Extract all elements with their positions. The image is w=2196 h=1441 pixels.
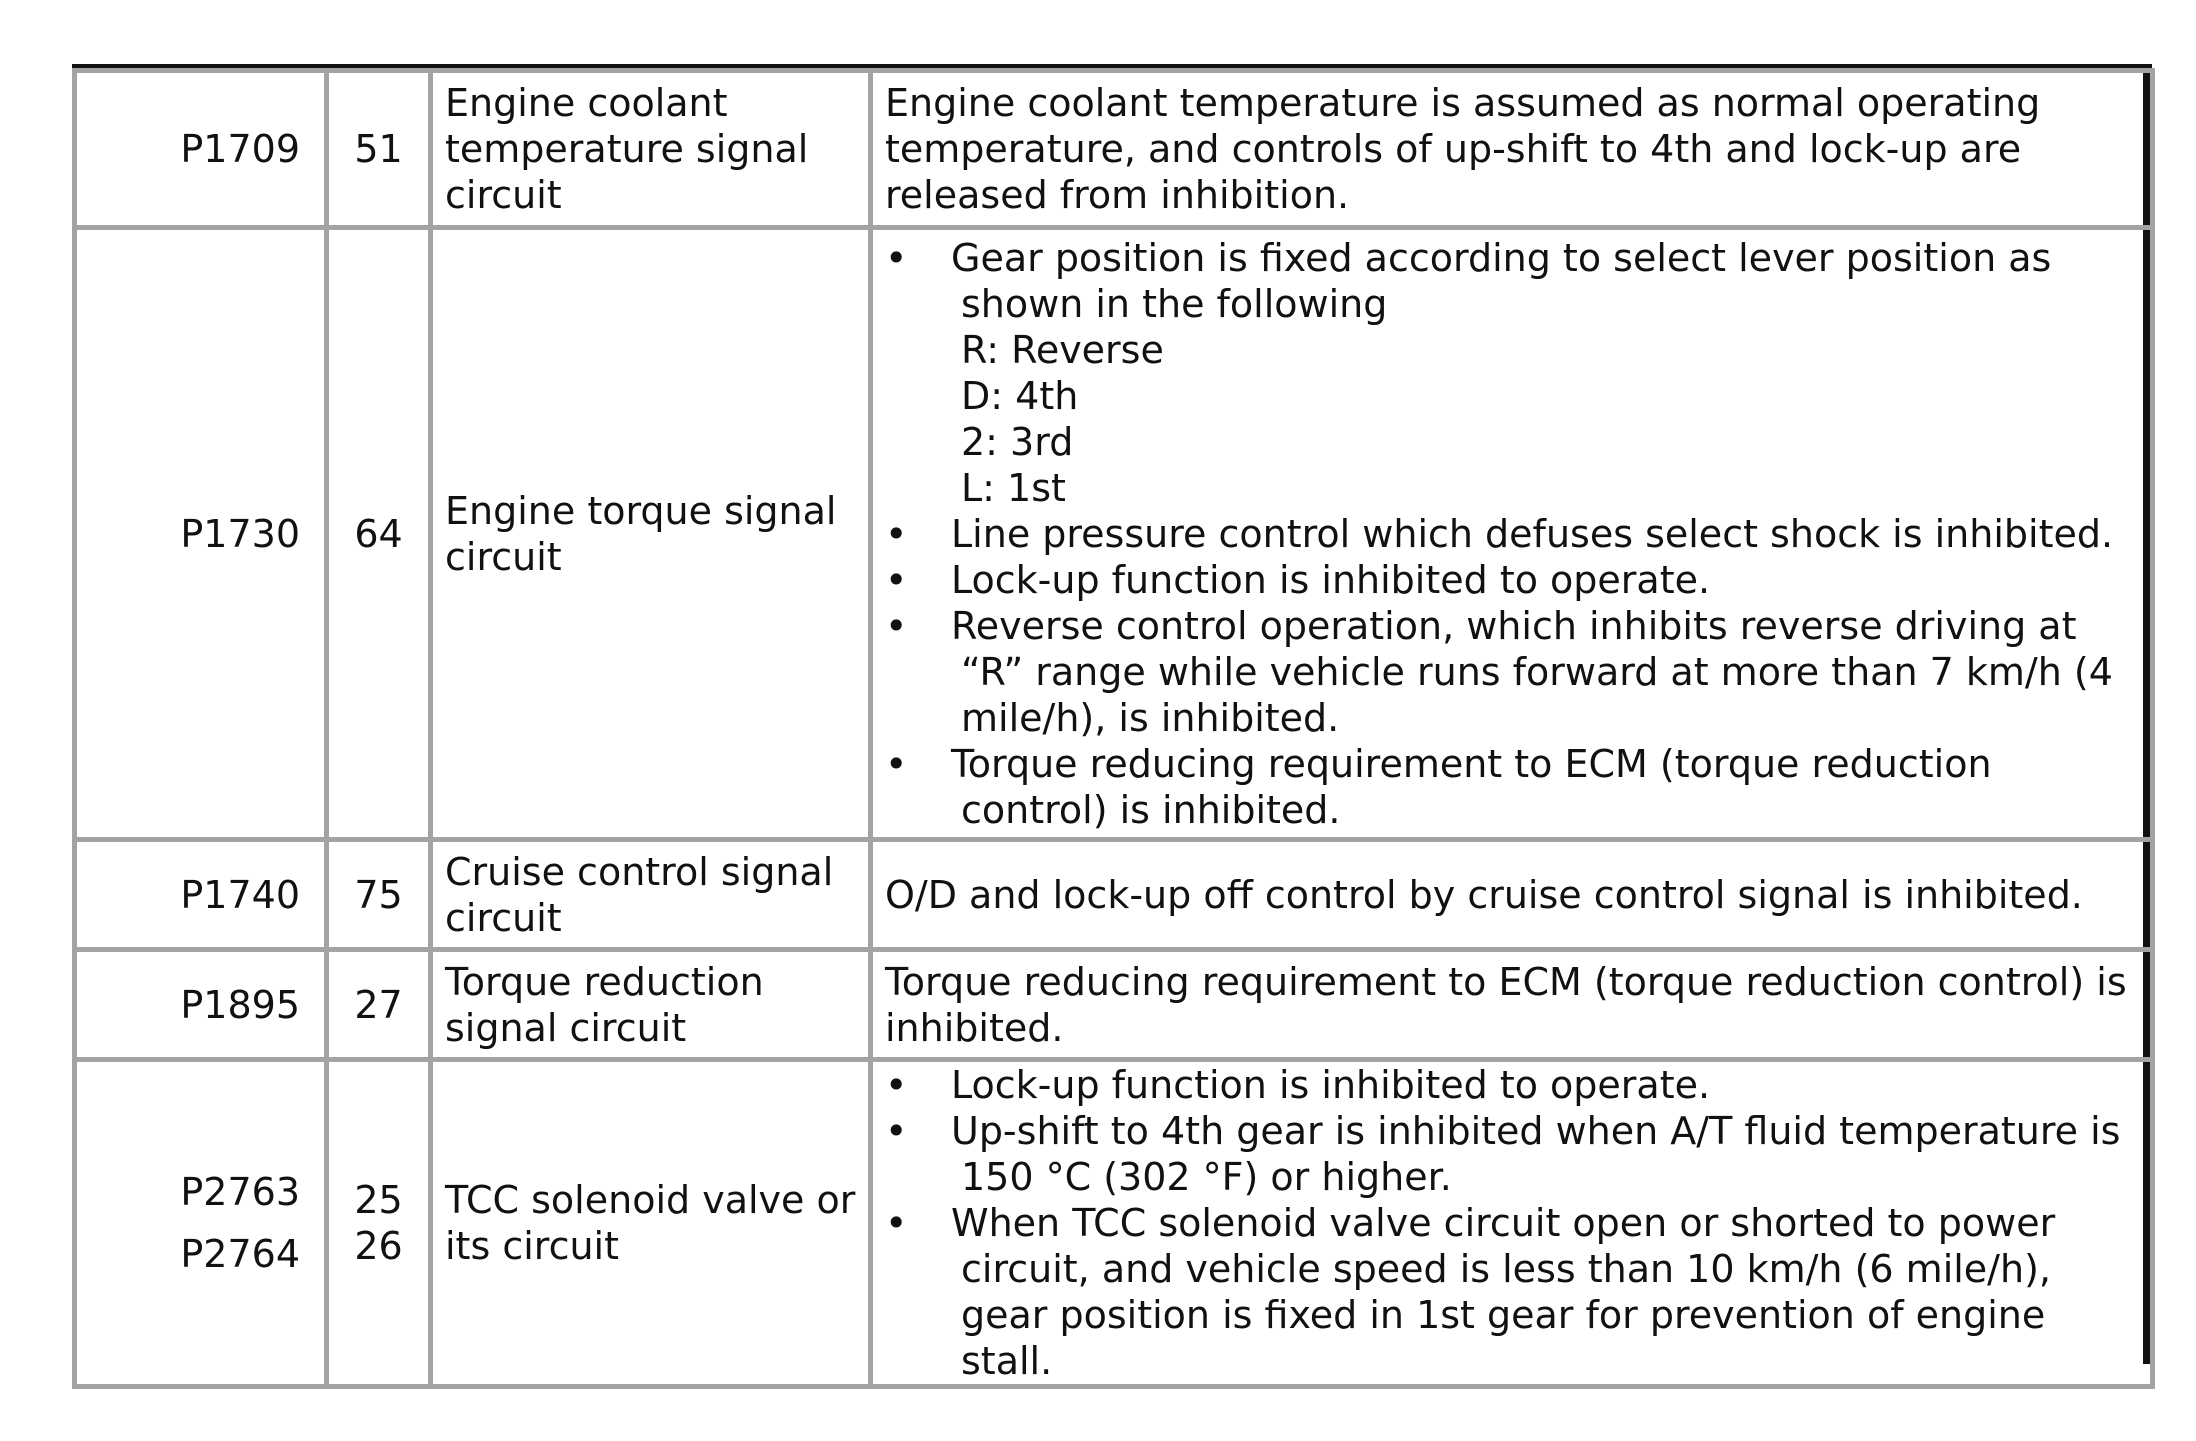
list-item bbox=[885, 557, 2146, 603]
list-item bbox=[885, 1062, 2146, 1108]
bullet-text: When TCC solenoid valve circuit open or shorted to power circuit, and vehicle speed is less than 10 km/h (6 mile/h), gear position is fixed in 1st gear for prevention of engine stall. bbox=[951, 1201, 2056, 1383]
circuit-cell bbox=[431, 71, 871, 228]
dtc-fail-safe-sheet bbox=[72, 64, 2152, 1383]
dtc-code-cell bbox=[75, 71, 327, 228]
list-item bbox=[885, 1108, 2146, 1200]
flash-code: 51 bbox=[354, 127, 403, 171]
circuit-name: Engine coolant temperature signal circuit bbox=[445, 81, 809, 217]
dtc-code-cell bbox=[75, 950, 327, 1060]
flash-code: 27 bbox=[354, 982, 403, 1027]
bullet-mark: • bbox=[885, 235, 908, 280]
table-row bbox=[75, 1060, 2153, 1387]
fail-safe-cell bbox=[871, 950, 2153, 1060]
dtc-code-cell bbox=[75, 1060, 327, 1387]
list-item bbox=[885, 235, 2146, 511]
circuit-cell bbox=[431, 950, 871, 1060]
dtc-code-cell bbox=[75, 228, 327, 840]
bullet-mark: • bbox=[885, 1063, 908, 1107]
table-row bbox=[75, 71, 2153, 228]
flash-code: 75 bbox=[354, 872, 403, 917]
bullet-mark: • bbox=[885, 603, 908, 648]
bullet-text: Reverse control operation, which inhibits reverse driving at “R” range while vehicle runs forward at more than 7 km/h (4 mile/h), is inhibited. bbox=[951, 603, 2113, 740]
fail-safe-cell bbox=[871, 228, 2153, 840]
table-row bbox=[75, 228, 2153, 840]
fail-safe-bullet-list bbox=[885, 235, 2146, 833]
list-item bbox=[885, 603, 2146, 741]
flash-code-cell bbox=[327, 1060, 431, 1387]
bullet-text: Up-shift to 4th gear is inhibited when A/T fluid temperature is 150 °C (302 °F) or higher. bbox=[951, 1109, 2121, 1199]
list-item bbox=[885, 1200, 2146, 1384]
dtc-code: P1730 bbox=[180, 511, 300, 556]
circuit-name: Cruise control signal circuit bbox=[445, 849, 834, 940]
flash-code: 26 bbox=[354, 1224, 403, 1268]
circuit-name: Torque reduction signal circuit bbox=[445, 959, 764, 1050]
fail-safe-bullet-list bbox=[885, 1062, 2146, 1384]
bullet-text: Lock-up function is inhibited to operate. bbox=[951, 557, 1711, 602]
fail-safe-cell bbox=[871, 1060, 2153, 1387]
sub-item: L: 1st bbox=[961, 465, 1066, 510]
bullet-mark: • bbox=[885, 1109, 908, 1153]
dtc-code: P2763 bbox=[180, 1170, 300, 1214]
dtc-code-cell bbox=[75, 840, 327, 950]
flash-code-cell bbox=[327, 840, 431, 950]
flash-code-cell bbox=[327, 228, 431, 840]
sub-item: D: 4th bbox=[961, 373, 1079, 418]
table-row bbox=[75, 950, 2153, 1060]
dtc-code: P1740 bbox=[180, 872, 300, 917]
flash-code-cell bbox=[327, 71, 431, 228]
fail-safe-cell bbox=[871, 840, 2153, 950]
circuit-cell bbox=[431, 228, 871, 840]
sub-item: R: Reverse bbox=[961, 327, 1164, 372]
circuit-cell bbox=[431, 840, 871, 950]
bullet-text: Torque reducing requirement to ECM (torque reduction control) is inhibited. bbox=[951, 741, 1992, 832]
fail-safe-cell bbox=[871, 71, 2153, 228]
dtc-code: P2764 bbox=[180, 1232, 300, 1276]
flash-code: 25 bbox=[354, 1178, 403, 1222]
bullet-mark: • bbox=[885, 511, 908, 556]
fail-safe-description: Engine coolant temperature is assumed as normal operating temperature, and controls of up-shift to 4th and lock-up are released from inhibition. bbox=[885, 81, 2041, 217]
circuit-cell bbox=[431, 1060, 871, 1387]
bullet-text: Lock-up function is inhibited to operate. bbox=[951, 1063, 1711, 1107]
fail-safe-description: Torque reducing requirement to ECM (torque reduction control) is inhibited. bbox=[885, 959, 2127, 1050]
flash-code: 64 bbox=[354, 511, 403, 556]
table-row bbox=[75, 840, 2153, 950]
bullet-mark: • bbox=[885, 1201, 908, 1245]
dtc-code: P1709 bbox=[180, 127, 300, 171]
circuit-name: Engine torque signal circuit bbox=[445, 488, 837, 579]
list-item bbox=[885, 511, 2146, 557]
bullet-text: Gear position is fixed according to select lever position as shown in the following bbox=[951, 235, 2052, 326]
dtc-code: P1895 bbox=[180, 982, 300, 1027]
circuit-name: TCC solenoid valve or its circuit bbox=[445, 1178, 856, 1268]
list-item bbox=[885, 741, 2146, 833]
bullet-text: Line pressure control which defuses select shock is inhibited. bbox=[951, 511, 2114, 556]
bullet-mark: • bbox=[885, 557, 908, 602]
bullet-mark: • bbox=[885, 741, 908, 786]
flash-code-cell bbox=[327, 950, 431, 1060]
sub-item: 2: 3rd bbox=[961, 419, 1074, 464]
dtc-table bbox=[72, 68, 2155, 1389]
fail-safe-description: O/D and lock-up off control by cruise control signal is inhibited. bbox=[885, 872, 2083, 917]
